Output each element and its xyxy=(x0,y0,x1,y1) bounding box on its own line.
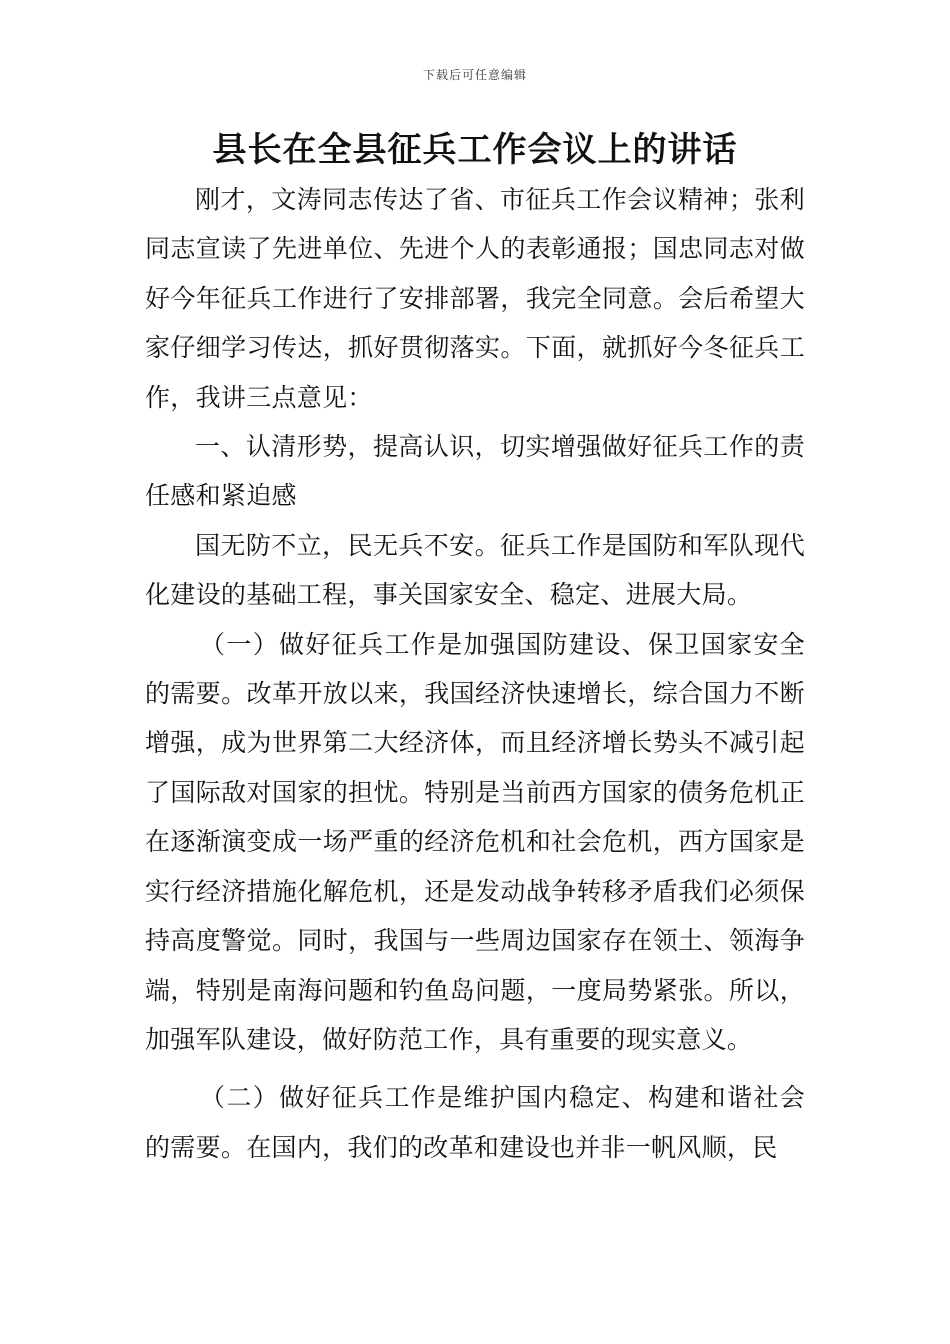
paragraph-subsection-2: （二）做好征兵工作是维护国内稳定、构建和谐社会的需要。在国内，我们的改革和建设也并非一帆风顺，民 xyxy=(145,1083,805,1162)
paragraph-subsection-1: （一）做好征兵工作是加强国防建设、保卫国家安全的需要。改革开放以来，我国经济快速增长，综合国力不断增强，成为世界第二大经济体，而且经济增长势头不减引起了国际敌对国家的担忧。特别是当前西方国家的债务危机正在逐渐演变成一场严重的经济危机和社会危机，西方国家是实行经济措施化解危机，还是发动战争转移矛盾我们必须保持高度警觉。同时，我国与一些周边国家存在领土、领海争端，特别是南海问题和钓鱼岛问题，一度局势紧张。所以，加强军队建设，做好防范工作，具有重要的现实意义。 xyxy=(145,629,805,1054)
document-title: 县长在全县征兵工作会议上的讲话 xyxy=(212,130,738,170)
header-note: 下载后可任意编辑 xyxy=(422,68,527,82)
section-heading-1: 一、认清形势，提高认识，切实增强做好征兵工作的责任感和紧迫感 xyxy=(145,432,805,511)
paragraph-section-1-intro: 国无防不立，民无兵不安。征兵工作是国防和军队现代化建设的基础工程，事关国家安全、稳定、进展大局。 xyxy=(145,530,805,610)
document-body xyxy=(145,175,805,1172)
paragraph-opening: 刚才，文涛同志传达了省、市征兵工作会议精神；张利同志宣读了先进单位、先进个人的表彰通报；国忠同志对做好今年征兵工作进行了安排部署，我完全同意。会后希望大家仔细学习传达，抓好贯彻落实。下面，就抓好今冬征兵工作，我讲三点意见： xyxy=(145,185,805,412)
